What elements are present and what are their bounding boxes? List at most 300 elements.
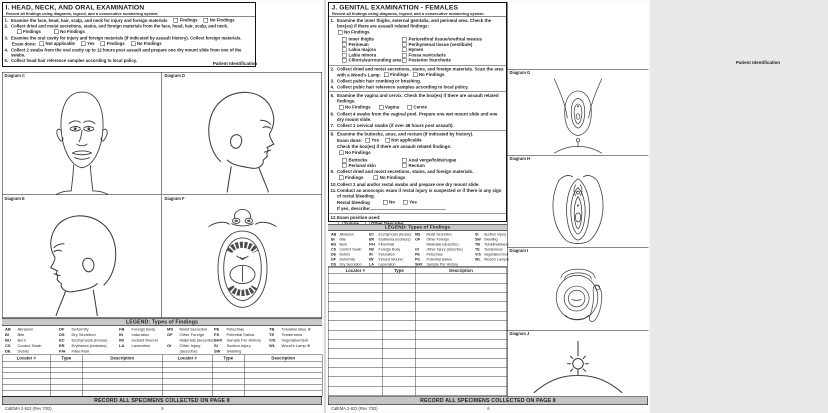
table-cell (382, 386, 415, 395)
table-cell (328, 349, 382, 358)
legend-desc: Fiber/Hair (71, 348, 90, 354)
table-cell (415, 358, 506, 367)
table-cell (382, 283, 415, 292)
legend-code (167, 349, 180, 354)
step-number: 12. (330, 215, 337, 221)
legend-section (328, 224, 510, 267)
table-row (328, 283, 507, 292)
diagram-d-label: Diagram D (164, 73, 185, 78)
table-row (328, 368, 507, 377)
legend-code: BU (331, 242, 337, 247)
checkbox-label: Findings (23, 28, 41, 34)
step-number: 11. (330, 188, 337, 194)
if-yes-describe-label: If yes, describe: (337, 206, 371, 212)
step-number: 4. (330, 84, 335, 90)
legend-column (269, 327, 311, 349)
table-cell (415, 283, 506, 292)
table-cell (382, 358, 415, 367)
column-header: Locator # (328, 267, 382, 274)
table-cell (328, 311, 382, 320)
legend-code: PS (415, 257, 420, 262)
legend-desc: Tenderness (281, 332, 303, 337)
step-number: 2. (330, 66, 335, 72)
table-cell (415, 339, 506, 348)
table-row (328, 321, 507, 330)
option-label: Anal verge/folds/rugae (408, 157, 457, 163)
no-findings-checkbox[interactable] (339, 105, 344, 110)
legend-code: DE (331, 252, 337, 257)
legend-code: TB (269, 327, 275, 332)
table-cell (382, 321, 415, 330)
column-header: Type (212, 355, 244, 362)
no-findings-checkbox[interactable] (338, 30, 343, 35)
legend-desc: Swelling (226, 348, 242, 354)
diagram-i-cell (508, 247, 649, 330)
option-label: Labia minora (348, 52, 377, 58)
legend-column (331, 232, 362, 267)
column-header: Type (50, 355, 82, 362)
legend-desc: Other Foreign (426, 237, 450, 242)
table-cell (415, 311, 506, 320)
option-checkbox[interactable] (402, 47, 407, 52)
table-cell (50, 390, 82, 396)
diagram-g-label: Diagram G (509, 70, 531, 75)
table-cell (82, 390, 162, 396)
legend-column (214, 327, 261, 354)
table-cell (328, 368, 382, 377)
exam-step-5 (331, 93, 505, 111)
legend-desc: Other Foreign (179, 332, 205, 337)
column-header: Locator # (162, 355, 212, 362)
no-findings-checkbox[interactable] (204, 18, 209, 23)
legend-code: SI (475, 232, 479, 237)
option-checkbox[interactable] (402, 42, 407, 47)
checkbox-label: No (389, 199, 395, 205)
oral-cavity-figure (199, 206, 285, 320)
table-row (328, 274, 507, 283)
legend-code: F/H (369, 242, 375, 247)
checkbox-label: Findings (106, 40, 125, 46)
not-applicable-checkbox[interactable] (40, 42, 45, 47)
table-cell (382, 311, 415, 320)
genitalia-closeup-figure (540, 164, 616, 248)
legend-body (2, 326, 322, 355)
no-findings-checkbox[interactable] (413, 72, 418, 77)
legend-desc: Erythema (redness) (71, 343, 107, 348)
vagina-checkbox[interactable] (379, 105, 384, 110)
table-cell (382, 339, 415, 348)
option-checkbox[interactable] (342, 58, 347, 63)
legend-code: TB (475, 242, 480, 247)
table-cell (382, 349, 415, 358)
exam-done-label: Exam done: (337, 137, 363, 143)
legend-desc: Incised Wound (131, 337, 158, 343)
legend-code: MS (415, 232, 421, 237)
legend-desc: Wood's Lamp ⊕ (281, 343, 311, 348)
legend-desc: Ecchymosis (bruise) (378, 232, 412, 237)
option-checkbox[interactable] (342, 158, 347, 163)
findings-checkbox[interactable] (17, 30, 22, 35)
step-text: Collect 2 swabs from the oral cavity up to 12 hours post assault and prepare one dry mount slide from one of the swabs. (11, 47, 242, 58)
legend-code: MS (167, 327, 173, 332)
legend-desc: Induration (131, 332, 150, 337)
table-row (328, 302, 507, 311)
option-checkbox[interactable] (402, 158, 407, 163)
legend-column (119, 327, 158, 349)
step-number: 2. (4, 23, 9, 29)
legend-code: DF (331, 257, 336, 262)
table-cell (415, 377, 506, 386)
legend-desc: Potential Saliva (226, 332, 255, 337)
table-cell (382, 293, 415, 302)
legend-code: IW (119, 337, 124, 343)
option-checkbox[interactable] (402, 37, 407, 42)
page-title: J. GENITAL EXAMINATION - FEMALES (331, 3, 459, 11)
table-cell (415, 293, 506, 302)
diagram-c-label: Diagram C (4, 73, 25, 78)
option-label: Perianal skin (348, 162, 376, 168)
exam-step-6 (331, 111, 505, 122)
legend-body (328, 231, 510, 267)
legend-code: BI (5, 332, 9, 337)
legend-code: AB (5, 327, 11, 332)
diagram-j-label: Diagram J (509, 331, 530, 336)
exam-step-2 (5, 24, 254, 35)
legend-desc: Moist Secretion (179, 327, 208, 332)
legend-desc: Other Injury (179, 343, 201, 348)
legend-desc: Erythema (redness) (378, 237, 411, 242)
option-label: Hymen (408, 47, 424, 53)
legend-code: ER (59, 343, 65, 348)
legend-desc: Tenderness (484, 247, 503, 252)
page-number: 6 (487, 406, 490, 411)
legend-desc: Toluidine Blue ⊕ (281, 327, 311, 332)
diagram-i-label: Diagram I (509, 248, 529, 253)
exam-step-2 (331, 66, 505, 78)
cervix-checkbox[interactable] (407, 105, 412, 110)
step-text: Collect dried and moist secretions, stains, and foreign materials. (337, 169, 474, 175)
exam-steps (3, 17, 255, 63)
diagram-f-cell (163, 196, 323, 319)
legend-desc: Wood's Lamp⊕ (484, 257, 510, 262)
legend-code: IN (119, 332, 123, 337)
column-header: Locator # (2, 355, 50, 362)
legend-code: SW (475, 237, 481, 242)
step-number: 8. (330, 131, 335, 137)
legend-code: DE (5, 348, 11, 354)
step-text: Examine the vagina and cervix. Check the box(es) if there are assault related findings. (337, 92, 499, 104)
checkbox-label: No Findings (344, 29, 370, 35)
form-number: CalEMA 2-923 (Rev 7/02) (5, 406, 52, 411)
exam-step-group (329, 92, 506, 131)
option-checkbox[interactable] (342, 42, 347, 47)
no-findings-checkbox[interactable] (131, 42, 136, 47)
legend-title: LEGEND: Types of Findings (2, 318, 322, 326)
left-profile-figure (30, 206, 135, 319)
legend-code: EC (59, 337, 65, 343)
exam-step-4 (331, 84, 505, 90)
findings-checkbox[interactable] (339, 176, 344, 181)
diagram-e-cell (3, 196, 163, 319)
legend-desc: Control Swab (339, 247, 362, 252)
legend-desc: (describe) (179, 348, 198, 354)
page-number: 5 (161, 406, 164, 411)
table-cell (328, 386, 382, 395)
table-row (328, 377, 507, 386)
legend-column (475, 232, 509, 262)
legend-desc: Incised Wound (378, 257, 403, 262)
page-title: I. HEAD, NECK, AND ORAL EXAMINATION (5, 3, 145, 11)
table-cell (328, 293, 382, 302)
table-cell (328, 358, 382, 367)
table-cell (328, 330, 382, 339)
legend-code: SI (214, 343, 218, 348)
diagram-c-cell (3, 73, 163, 196)
legend-desc: Fiber/Hair (378, 242, 395, 247)
legend-code: PS (214, 332, 220, 337)
legend-desc: Bite (339, 237, 346, 242)
yes-checkbox[interactable] (81, 42, 86, 47)
table-cell (415, 321, 506, 330)
step-number: 7. (330, 122, 335, 128)
page-subtitle: Record all findings using diagrams, legend, and a consecutive numbering system. (3, 12, 255, 18)
right-profile-figure (190, 83, 295, 196)
legend-code: FB (369, 247, 374, 252)
legend-code: OI (415, 247, 419, 252)
step-number: 4. (4, 47, 9, 53)
column-header: Description (415, 267, 506, 274)
legend-desc: Other Injury (describe) (426, 247, 463, 252)
legend-code: AB (331, 232, 337, 237)
diagram-h-cell (508, 155, 649, 247)
step-text: Conduct an anoscopic exam if rectal injury is suspected or if there is any sign of rectal bleeding. (337, 188, 502, 199)
table-cell (328, 283, 382, 292)
legend-desc: Vegetation/Soil (281, 337, 309, 343)
legend-code: DS (59, 332, 65, 337)
column-header: Type (382, 267, 415, 274)
step-text: Collect head hair reference samples according to local policy. (11, 57, 138, 63)
legend-code: FB (119, 327, 125, 332)
step-text: Examine the oral cavity for injury and foreign materials (if indicated by assault history). Collect foreign materials. (11, 35, 242, 41)
step-number: 9. (330, 169, 335, 175)
legend-code: SHX (415, 262, 423, 267)
table-row (328, 349, 507, 358)
legend-desc: Petechiae (426, 252, 443, 257)
rectal-bleeding-label: Rectal bleeding (337, 200, 370, 206)
patient-identification-label: Patient Identification (212, 61, 258, 66)
legend-desc: Abrasion (17, 327, 34, 332)
legend-desc: Materials (describe) (179, 337, 215, 343)
option-label: Rectum (408, 162, 425, 168)
checkbox-label: Not applicable (45, 40, 75, 46)
exam-step-4 (5, 48, 254, 58)
step-text: Examine the face, head, hair, scalp, and neck for injury and foreign materials (11, 18, 168, 24)
legend-code: PE (214, 327, 220, 332)
legend-desc: Abrasion (339, 232, 354, 237)
legend-desc: Sample Per History (426, 262, 458, 267)
exam-step-8 (331, 131, 505, 168)
anus-figure (526, 337, 631, 396)
external-genitalia-figure (541, 77, 616, 156)
checkbox-label: No Findings (345, 104, 371, 110)
diagram-column (507, 2, 781, 397)
table-cell (415, 330, 506, 339)
finding-site-list (402, 37, 482, 63)
legend-code: OI (167, 343, 172, 348)
legend-desc: Debris (17, 348, 30, 354)
table-cell (415, 302, 506, 311)
findings-checkbox[interactable] (101, 42, 106, 47)
legend-code: TE (269, 332, 275, 337)
findings-table (2, 355, 322, 397)
checkbox-label: Findings (179, 17, 198, 23)
option-checkbox[interactable] (342, 163, 347, 168)
findings-checkbox[interactable] (384, 72, 389, 77)
step-number: 3. (330, 78, 335, 84)
table-cell (382, 377, 415, 386)
legend-desc: Suction Injury (484, 232, 507, 237)
checkbox-label: No Findings (379, 175, 406, 181)
option-checkbox[interactable] (402, 163, 407, 168)
option-label: Inner thighs (348, 36, 374, 42)
step-text: Collect pubic hair reference samples according to local policy. (337, 84, 469, 90)
exam-step-7 (331, 123, 505, 129)
legend-desc: Burn (17, 337, 26, 343)
legend-code: V/S (269, 337, 276, 343)
legend-desc: Dry Secretion (71, 332, 96, 337)
legend-desc: Control Swab (17, 343, 42, 348)
no-checkbox[interactable] (383, 200, 388, 205)
diagram-f-label: Diagram F (164, 196, 185, 201)
legend-code: BU (5, 337, 11, 343)
legend-desc: Foreign Body (378, 247, 401, 252)
finding-site-list (342, 37, 402, 63)
page-seam (324, 0, 326, 413)
legend-desc: Potential Saliva (426, 257, 452, 262)
step-text: Collect 2 cervical swabs (if over 48 hours post assault). (337, 122, 454, 128)
legend-code: WL (475, 257, 481, 262)
yes-checkbox[interactable] (365, 138, 370, 143)
table-cell (328, 274, 382, 283)
step-number: 6. (330, 111, 335, 117)
step-text: Collect 2 anal and/or rectal swabs and prepare one dry mount slide. (337, 182, 480, 188)
checkbox-label: No Findings (136, 40, 162, 46)
diagram-h-label: Diagram H (509, 156, 530, 161)
page-head-neck-oral-exam (2, 2, 322, 411)
legend-column (5, 327, 42, 354)
legend-code: LA (119, 343, 125, 348)
legend-code: EC (369, 232, 375, 237)
describe-field[interactable] (371, 206, 446, 210)
not-applicable-checkbox[interactable] (385, 138, 390, 143)
table-cell (382, 330, 415, 339)
exam-step-3 (5, 36, 254, 47)
checkbox-label: Yes (87, 40, 95, 46)
legend-section (2, 318, 322, 355)
table-cell (2, 390, 50, 396)
page-footer (5, 407, 320, 412)
legend-desc: Sample Per History (226, 337, 261, 343)
legend-code: PE (415, 252, 420, 257)
front-face-figure (37, 83, 127, 196)
table-row (328, 293, 507, 302)
option-checkbox[interactable] (402, 53, 407, 58)
step-text: Collect dried and moist secretions, stains, and foreign materials. Scan the area with a Wood's Lamp. (337, 66, 504, 78)
checkbox-label: No Findings (60, 28, 85, 34)
option-label: Perineum (348, 41, 369, 47)
table-row (328, 330, 507, 339)
checkbox-label: No Findings (345, 149, 371, 155)
option-checkbox[interactable] (342, 37, 347, 42)
option-checkbox[interactable] (402, 58, 407, 63)
legend-desc: Laceration (378, 262, 396, 267)
legend-code: SW (214, 348, 221, 354)
legend-desc: Induration (378, 252, 395, 257)
table-row (2, 390, 322, 396)
page-genital-exam-females (328, 2, 781, 411)
table-cell (382, 274, 415, 283)
option-label: Clitoris/surrounding area (348, 57, 402, 63)
step-number: 5. (330, 92, 335, 98)
option-checkbox[interactable] (342, 53, 347, 58)
legend-desc: Dry Secretion (339, 262, 362, 267)
legend-desc: Laceration (131, 343, 151, 348)
legend-desc: Moist Secretion (426, 232, 452, 237)
step-number: 10. (330, 182, 337, 188)
legend-desc: ToluidineBlue⊕ (484, 242, 509, 247)
step-number: 1. (4, 17, 9, 23)
option-checkbox[interactable] (342, 47, 347, 52)
section-i-block (2, 2, 256, 67)
table-cell (244, 390, 322, 396)
diagram-g-cell (508, 69, 649, 155)
legend-code: TE (475, 247, 480, 252)
findings-checkbox[interactable] (174, 18, 179, 23)
legend-desc: Swelling (484, 237, 498, 242)
legend-code: IN (369, 252, 373, 257)
exam-step-1 (331, 18, 505, 63)
exam-step-group (329, 130, 506, 214)
legend-code: LA (369, 262, 374, 267)
cervix-speculum-figure (541, 256, 616, 330)
no-findings-checkbox[interactable] (339, 150, 344, 155)
checkbox-label: No Findings (418, 71, 445, 77)
exam-step-3 (331, 78, 505, 84)
legend-desc: Vegetation/Soil (484, 252, 509, 257)
no-findings-checkbox[interactable] (54, 30, 59, 35)
checkbox-label: Cervix (413, 104, 427, 110)
legend-column (369, 232, 411, 267)
option-label: Periurethral tissue/urethral meatus (408, 36, 482, 42)
yes-checkbox[interactable] (403, 200, 408, 205)
exam-step-10 (331, 182, 505, 188)
legend-code: CS (5, 343, 11, 348)
exam-step-group (329, 65, 506, 92)
legend-code: V/S (475, 252, 481, 257)
checkbox-label: Yes (371, 137, 380, 143)
step-number: 1. (330, 18, 335, 23)
patient-identification-label: Patient Identification (735, 60, 781, 65)
table-cell (382, 368, 415, 377)
table-row (328, 311, 507, 320)
legend-desc: Ecchymosis (bruise) (71, 337, 108, 343)
step-text: Exam position used: (337, 215, 381, 221)
no-findings-checkbox[interactable] (374, 176, 379, 181)
checkbox-label: Findings (390, 71, 409, 77)
option-label: Posterior fourchette (408, 57, 451, 63)
step-text: Collect pubic hair combing or brushing. (337, 78, 422, 84)
legend-desc: Deformity (339, 257, 356, 262)
